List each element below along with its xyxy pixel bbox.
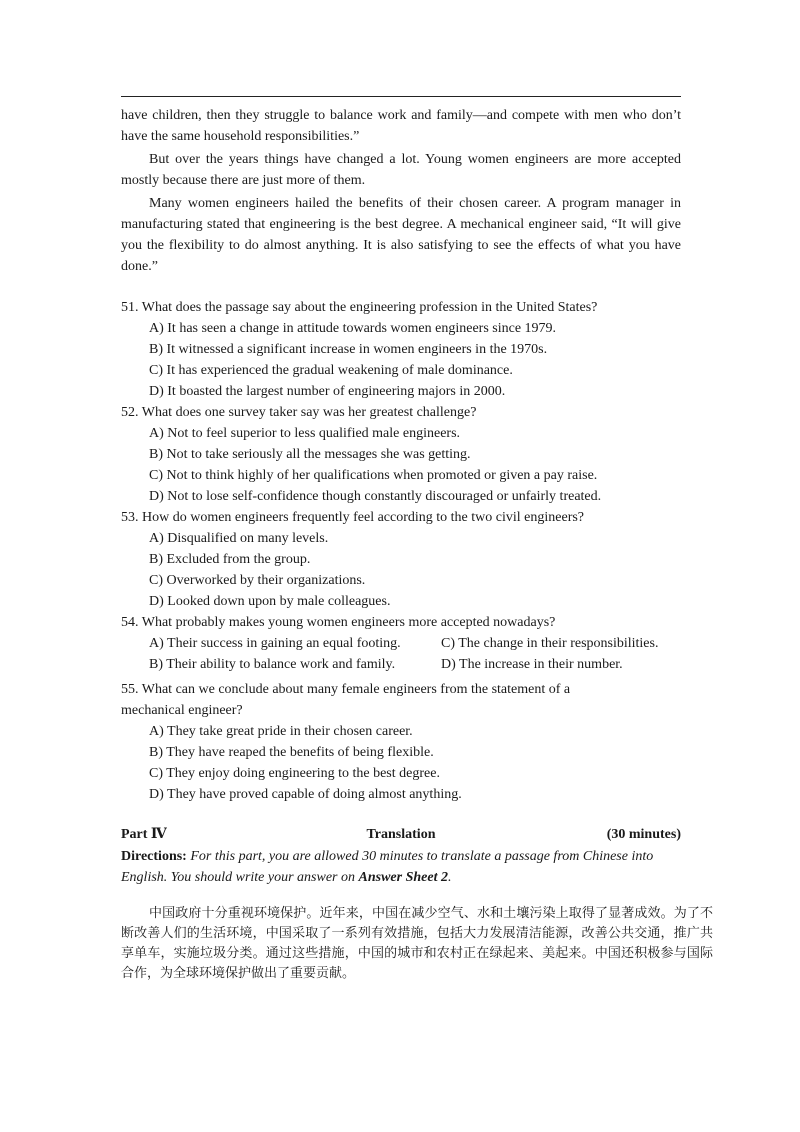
directions xyxy=(121,846,681,888)
question-53-option-c: C) Overworked by their organizations. xyxy=(149,573,366,588)
question-52: 52. What does one survey taker say was her greatest challenge? xyxy=(121,405,477,420)
question-55-option-d: D) They have proved capable of doing almost anything. xyxy=(149,787,462,802)
question-55-line-1: 55. What can we conclude about many female engineers from the statement of a xyxy=(121,682,571,697)
question-55-option-a: A) They take great pride in their chosen career. xyxy=(149,724,413,739)
question-51-option-a: A) It has seen a change in attitude towards women engineers since 1979. xyxy=(149,321,557,336)
question-list xyxy=(121,297,681,805)
question-54-option-c: C) The change in their responsibilities. xyxy=(441,636,659,651)
directions-text: For this part, you are allowed 30 minutes to translate a passage from Chinese into English. You should write your answer on xyxy=(121,849,654,885)
question-53-option-a: A) Disqualified on many levels. xyxy=(149,531,329,546)
answer-sheet-ref: Answer Sheet 2 xyxy=(358,870,448,885)
question-51-option-b: B) It witnessed a significant increase in women engineers in the 1970s. xyxy=(149,342,548,357)
question-55-line-2: mechanical engineer? xyxy=(121,703,243,718)
section-title: Translation xyxy=(366,827,436,842)
section-time: (30 minutes) xyxy=(606,827,681,842)
directions-end: . xyxy=(447,870,452,885)
question-54: 54. What probably makes young women engineers more accepted nowadays? xyxy=(121,615,556,630)
part-4-header xyxy=(121,824,681,845)
question-52-option-a: A) Not to feel superior to less qualified male engineers. xyxy=(149,426,461,441)
question-54-option-a: A) Their success in gaining an equal footing. xyxy=(149,636,401,651)
question-55-option-b: B) They have reaped the benefits of being flexible. xyxy=(149,745,434,760)
passage-paragraph-3: Many women engineers hailed the benefits of their chosen career. A program manager in manufacturing stated that engineering is the best degree. A mechanical engineer said, “It will give you the flexibility to do almost anything. It is also satisfying to see the effects of what you have done.” xyxy=(121,196,681,274)
page-content xyxy=(121,96,713,997)
directions-label: Directions: xyxy=(121,849,187,864)
question-53: 53. How do women engineers frequently feel according to the two civil engineers? xyxy=(121,510,585,525)
part-label: Part Ⅳ xyxy=(121,827,167,842)
question-52-option-c: C) Not to think highly of her qualifications when promoted or given a pay raise. xyxy=(149,468,598,483)
top-rule xyxy=(121,96,681,97)
question-54-option-b: B) Their ability to balance work and family. xyxy=(149,657,396,672)
question-52-option-d: D) Not to lose self-confidence though constantly discouraged or unfairly treated. xyxy=(149,489,602,504)
passage-paragraph-2: But over the years things have changed a lot. Young women engineers are more accepted mostly because there are just more of them. xyxy=(121,152,681,188)
question-53-option-d: D) Looked down upon by male colleagues. xyxy=(149,594,391,609)
question-51: 51. What does the passage say about the engineering profession in the United States? xyxy=(121,300,598,315)
question-55-option-c: C) They enjoy doing engineering to the best degree. xyxy=(149,766,440,781)
passage-paragraph-1: have children, then they struggle to balance work and family—and compete with men who don’t have the same household responsibilities.” xyxy=(121,108,681,144)
question-51-option-c: C) It has experienced the gradual weakening of male dominance. xyxy=(149,363,513,378)
question-54-options xyxy=(149,633,681,675)
question-52-option-b: B) Not to take seriously all the messages she was getting. xyxy=(149,447,471,462)
chinese-passage: 中国政府十分重视环境保护。近年来，中国在减少空气、水和土壤污染上取得了显著成效。为了不断改善人们的生活环境，中国采取了一系列有效措施，包括大力发展清洁能源，改善公共交通，推广共享单车，实施垃圾分类。通过这些措施，中国的城市和农村正在绿起来、美起来。中国还积极参与国际合作，为全球环境保护做出了重要贡献。 xyxy=(121,906,713,981)
question-54-option-d: D) The increase in their number. xyxy=(441,657,623,672)
question-53-option-b: B) Excluded from the group. xyxy=(149,552,311,567)
question-51-option-d: D) It boasted the largest number of engineering majors in 2000. xyxy=(149,384,506,399)
